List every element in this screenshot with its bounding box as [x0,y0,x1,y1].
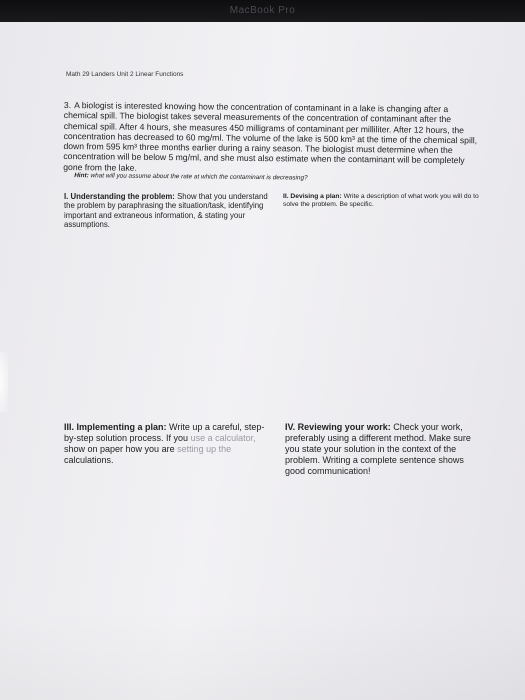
question-number: 3. [63,100,72,111]
section-3-text-d: setting up the [177,444,232,454]
section-3-text-b: use a calculator, [190,433,256,443]
section-3-text-e: calculations. [64,455,114,465]
section-1-text: Show that you understand the problem by paraphrasing the situation/task, identifying important and extraneous information, & stating your assumptions. [64,192,268,230]
light-glare [0,352,8,412]
section-3-text-a: Write up a careful, step-by-step solution process. If you [64,422,265,443]
section-2-text: Write a description of what work you will do to solve the problem. Be specific. [283,193,479,209]
section-devising [283,193,488,209]
section-2-title: II. Devising a plan: [283,193,342,200]
worksheet-page [0,22,525,700]
laptop-bezel [0,0,525,22]
bezel-brand-label: MacBook Pro [229,5,296,16]
question-text: A biologist is interested knowing how the concentration of contaminant in a lake is changing after a chemical spill. The biologist takes several measurements of the concentration of contaminant after the chemical spill. After 4 hours, she measures 450 milligrams of contaminant per milliliter. After 12 hours, the concentration has decreased to 60 mg/ml. The volume of the lake is 500 km³ at the time of the chemical spill, down from 595 km³ three months earlier during a rainy season. The biologist must determine when the concentration will be below 5 mg/ml, and she must also estimate when the contaminant will be completely gone from the lake. [63,100,478,173]
section-3-text-c: show on paper how you are [64,444,178,454]
section-4-text: Check your work, preferably using a different method. Make sure you state your solution in the context of the problem. Writing a complete sentence shows good communication! [285,422,471,476]
section-implementing [64,422,274,466]
section-reviewing [285,422,485,477]
section-4-title: IV. Reviewing your work: [285,422,391,432]
question-3 [63,100,482,184]
hint-label: Hint: [74,172,91,180]
hint-text: what will you assume about the rate at which the contaminant is decreasing? [90,172,308,182]
section-3-title: III. Implementing a plan: [64,422,167,432]
question-hint [74,172,481,184]
section-1-title: I. Understanding the problem: [64,192,175,201]
section-understanding [64,192,269,230]
worksheet-header: Math 29 Landers Unit 2 Linear Functions [66,71,184,78]
page-shade [0,610,525,700]
